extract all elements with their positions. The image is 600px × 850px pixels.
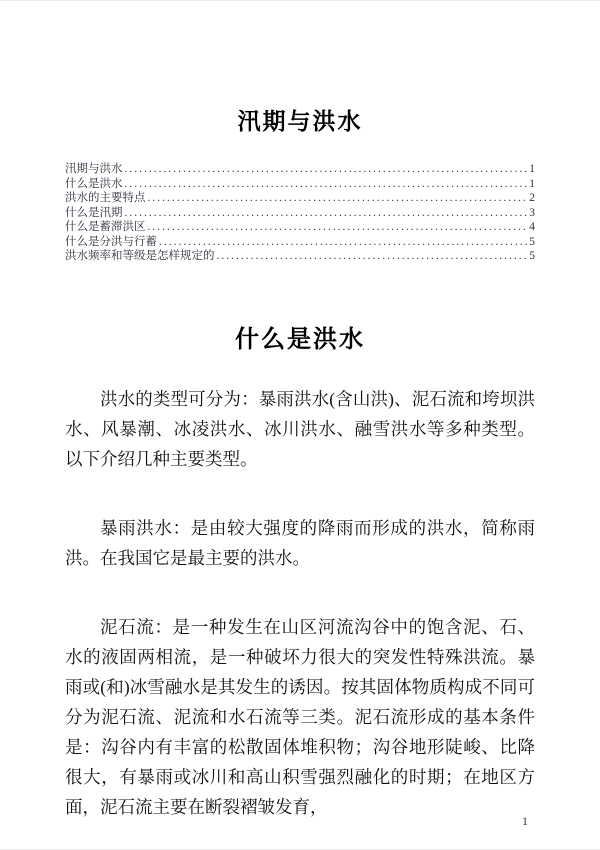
toc-entry-label: 汛期与洪水	[65, 163, 123, 175]
toc-item[interactable]	[65, 249, 535, 264]
toc-entry-label: 洪水的主要特点	[65, 192, 146, 204]
toc-dot-leader	[159, 235, 527, 250]
document-title: 汛期与洪水	[237, 109, 363, 134]
body-text	[65, 384, 535, 822]
toc-entry-label: 洪水频率和等级是怎样规定的	[65, 250, 215, 262]
toc-dot-leader	[125, 162, 528, 177]
paragraph-flood-types: 洪水的类型可分为：暴雨洪水(含山洪)、泥石流和垮坝洪水、风暴潮、冰凌洪水、冰川洪水、融雪洪水等多种类型。以下介绍几种主要类型。	[65, 388, 535, 469]
paragraph-rainstorm-flood: 暴雨洪水：是由较大强度的降雨而形成的洪水，简称雨洪。在我国它是最主要的洪水。	[65, 517, 535, 568]
toc-entry-page: 1	[529, 177, 535, 190]
toc-entry-label: 什么是洪水	[65, 177, 123, 190]
toc-entry-page: 3	[529, 206, 535, 219]
paragraph-debris-flow: 泥石流：是一种发生在山区河流沟谷中的饱含泥、石、水的液固两相流，是一种破坏力很大的突发性特殊洪流。暴雨或(和)冰雪融水是其发生的诱因。按其固体物质构成不同可分为泥石流、泥流和水石流等三类。泥石流形成的基本条件是：沟谷内有丰富的松散固体堆积物；沟谷地形陡峻、比降很大，有暴雨或冰川和高山积雪强烈融化的时期；在地区方面，泥石流主要在断裂褶皱发育，	[65, 616, 535, 817]
toc-entry-page: 5	[529, 250, 535, 262]
toc-entry-label: 什么是分洪与行蓄	[65, 235, 157, 248]
toc-entry-page: 1	[529, 163, 535, 175]
toc-dot-leader	[148, 220, 528, 235]
toc-item[interactable]	[65, 177, 535, 192]
toc-item[interactable]	[65, 206, 535, 221]
toc-entry-label: 什么是蓄滞洪区	[65, 221, 146, 233]
table-of-contents	[65, 162, 535, 264]
toc-dot-leader	[125, 177, 528, 192]
toc-dot-leader	[125, 206, 528, 221]
toc-entry-label: 什么是汛期	[65, 206, 123, 219]
toc-dot-leader	[148, 191, 528, 206]
document-page	[0, 1, 600, 849]
toc-item[interactable]	[65, 220, 535, 235]
section-heading: 什么是洪水	[235, 326, 365, 353]
page-number: 1	[522, 814, 528, 828]
toc-item[interactable]	[65, 191, 535, 206]
toc-entry-page: 2	[529, 192, 535, 204]
toc-dot-leader	[217, 249, 528, 264]
toc-entry-page: 4	[529, 221, 535, 233]
toc-entry-page: 5	[529, 235, 535, 248]
toc-item[interactable]	[65, 235, 535, 250]
toc-item[interactable]	[65, 162, 535, 177]
